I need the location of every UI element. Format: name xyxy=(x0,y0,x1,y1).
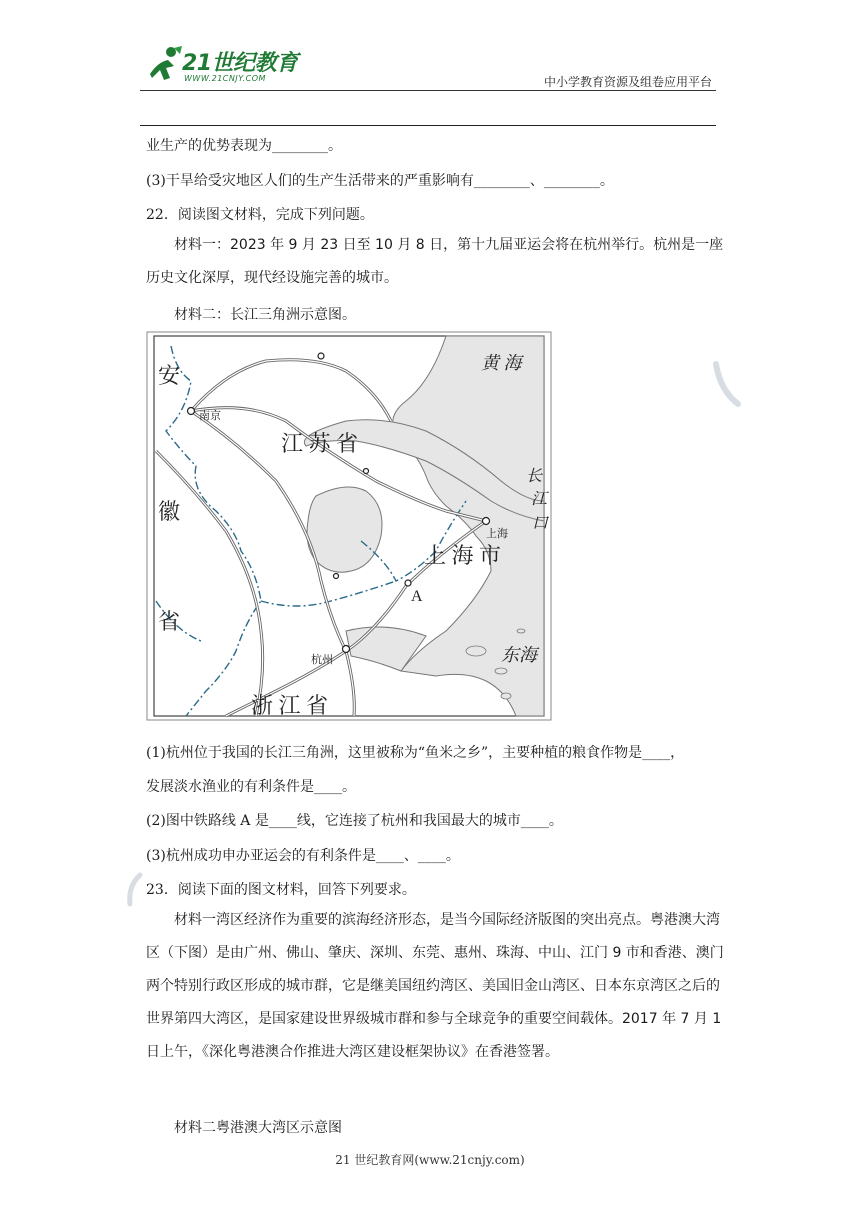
shanghai-marker xyxy=(483,518,490,525)
runner-logo-icon xyxy=(144,44,184,84)
point-a-marker xyxy=(405,580,411,586)
q23-title: 23．阅读下面的图文材料，回答下列要求。 xyxy=(146,882,416,898)
label-zhejiang: 浙 江 省 xyxy=(251,693,329,718)
taihu-lake xyxy=(307,487,382,572)
label-sheng-left: 省 xyxy=(158,609,181,634)
page-curl-decoration-left xyxy=(124,872,144,908)
label-shanghai-prov: 上 海 市 xyxy=(424,543,502,568)
label-changjiang-1: 长 xyxy=(526,468,543,485)
header-divider xyxy=(140,90,716,91)
platform-name: 中小学教育资源及组卷应用平台 xyxy=(543,75,712,89)
q23-material2: 材料二粤港澳大湾区示意图 xyxy=(174,1120,342,1136)
yangtze-delta-map xyxy=(146,331,552,721)
logo-url: WWW.21CNJY.COM xyxy=(184,74,266,83)
q22-1a: (1)杭州位于我国的长江三角洲，这里被称为“鱼米之乡”，主要种植的粮食作物是____， xyxy=(146,745,685,761)
label-donghai: 东海 xyxy=(501,645,537,665)
logo-text: 21世纪教育 xyxy=(182,51,298,76)
page-curl-decoration xyxy=(712,360,742,410)
hangzhou-marker xyxy=(343,646,350,653)
label-changjiang-3: 口 xyxy=(532,515,549,532)
page-footer: 21 世纪教育网(www.21cnjy.com) xyxy=(335,1153,525,1167)
q22-material2: 材料二：长江三角洲示意图。 xyxy=(174,307,356,323)
q23-material1: 材料一湾区经济作为重要的滨海经济形态，是当今国际经济版图的突出亮点。粤港澳大湾区（下图）是由广州、佛山、肇庆、深圳、东莞、惠州、珠海、中山、江门 9 市和香港、澳门两个特别行政区形成的城市群，它是继美国纽约湾区、美国旧金山湾区、日本东京湾区之后的世界第四大湾区，是国家建设世界级城市群和参与全球竞争的重要空间载体。2017 年 7 月 1 日上午，《深化粤港澳合作推进大湾区建设框架协议》在香港签署。 xyxy=(146,912,724,1060)
content-divider xyxy=(140,125,716,126)
q22-1b: 发展淡水渔业的有利条件是____。 xyxy=(146,779,356,795)
label-an: 安 xyxy=(158,363,181,388)
q21-3: (3)干旱给受灾地区人们的生产生活带来的严重影响有________、________。 xyxy=(146,173,614,189)
label-shanghai-city: 上海 xyxy=(486,528,508,540)
nanjing-marker xyxy=(188,408,195,415)
label-huanghai: 黄 海 xyxy=(481,353,522,373)
label-jiangsu: 江 苏 省 xyxy=(281,431,359,456)
q22-material1: 材料一：2023 年 9 月 23 日至 10 月 8 日，第十九届亚运会将在杭州举行。杭州是一座历史文化深厚，现代经设施完善的城市。 xyxy=(146,237,724,286)
page-header xyxy=(140,40,716,92)
site-logo[interactable] xyxy=(140,40,310,92)
q21-line: 业生产的优势表现为________。 xyxy=(146,138,342,154)
label-a: A xyxy=(411,588,423,605)
q22-2: (2)图中铁路线 A 是____线，它连接了杭州和我国最大的城市____。 xyxy=(146,813,563,829)
label-hangzhou: 杭州 xyxy=(311,654,333,666)
label-nanjing: 南京 xyxy=(199,410,221,422)
q22-3: (3)杭州成功申办亚运会的有利条件是____、____。 xyxy=(146,848,460,864)
q22-title: 22．阅读图文材料，完成下列问题。 xyxy=(146,207,374,223)
label-changjiang-2: 江 xyxy=(531,491,548,508)
label-hui: 徽 xyxy=(158,499,181,524)
